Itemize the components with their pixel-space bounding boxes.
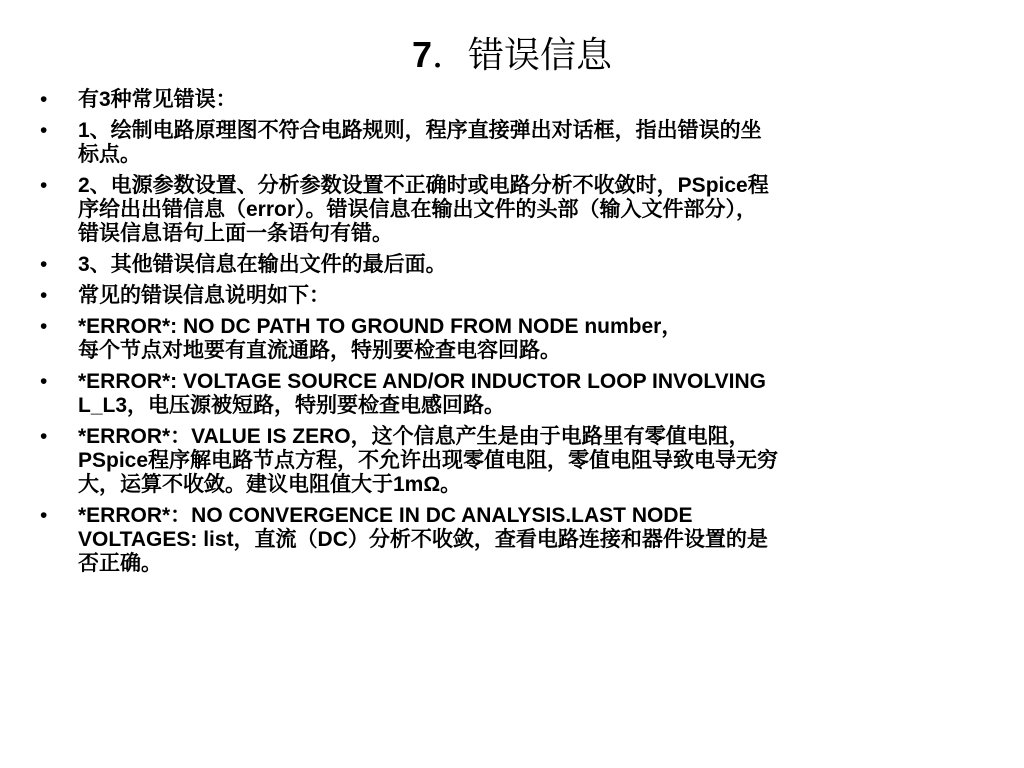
bullet-dot-icon: •	[40, 370, 48, 393]
bullet-item	[40, 88, 940, 112]
bullet-text	[78, 284, 940, 308]
bullet-line: VOLTAGES: list，直流（DC）分析不收敛，查看电路连接和器件设置的是	[78, 528, 768, 551]
bullet-item	[40, 504, 940, 576]
bullet-dot-icon: •	[40, 174, 48, 197]
bullet-item	[40, 315, 940, 363]
bullet-line: 1、绘制电路原理图不符合电路规则，程序直接弹出对话框，指出错误的坐	[78, 119, 762, 142]
bullet-text	[78, 315, 940, 363]
bullet-line: 2、电源参数设置、分析参数设置不正确时或电路分析不收敛时，PSpice程	[78, 174, 769, 197]
bullet-line: PSpice程序解电路节点方程，不允许出现零值电阻，零值电阻导致电导无穷	[78, 449, 779, 472]
bullet-list	[40, 88, 940, 583]
bullet-text	[78, 370, 940, 418]
bullet-text	[78, 253, 940, 277]
bullet-line: 3、其他错误信息在输出文件的最后面。	[78, 253, 447, 276]
bullet-item	[40, 425, 940, 497]
bullet-text	[78, 88, 940, 112]
bullet-line: 大，运算不收敛。建议电阻值大于1mΩ。	[78, 473, 462, 496]
bullet-dot-icon: •	[40, 504, 48, 527]
bullet-dot-icon: •	[40, 88, 48, 111]
bullet-text	[78, 174, 940, 246]
bullet-dot-icon: •	[40, 425, 48, 448]
bullet-line: 序给出出错信息（error）。错误信息在输出文件的头部（输入文件部分），	[78, 198, 758, 221]
slide-title-text: ．错误信息	[432, 34, 613, 75]
bullet-line: *ERROR*：VALUE IS ZERO，这个信息产生是由于电路里有零值电阻，	[78, 425, 750, 448]
bullet-line: 标点。	[78, 143, 141, 166]
bullet-line: 有3种常见错误：	[78, 88, 237, 111]
bullet-item	[40, 119, 940, 167]
bullet-dot-icon: •	[40, 119, 48, 142]
bullet-line: 否正确。	[78, 552, 162, 575]
bullet-line: *ERROR*: VOLTAGE SOURCE AND/OR INDUCTOR LOOP INVOLVING	[78, 370, 766, 393]
slide-title	[0, 30, 1024, 80]
bullet-line: 错误信息语句上面一条语句有错。	[78, 222, 393, 245]
bullet-dot-icon: •	[40, 315, 48, 338]
bullet-text	[78, 504, 940, 576]
bullet-item	[40, 370, 940, 418]
bullet-text	[78, 119, 940, 167]
bullet-item	[40, 253, 940, 277]
bullet-line: 常见的错误信息说明如下：	[78, 284, 330, 307]
bullet-dot-icon: •	[40, 253, 48, 276]
bullet-text	[78, 425, 940, 497]
bullet-dot-icon: •	[40, 284, 48, 307]
bullet-line: L_L3，电压源被短路，特别要检查电感回路。	[78, 394, 506, 417]
bullet-item	[40, 284, 940, 308]
slide-title-number: 7	[411, 34, 432, 75]
bullet-line: *ERROR*: NO DC PATH TO GROUND FROM NODE number，	[78, 315, 683, 338]
bullet-line: 每个节点对地要有直流通路，特别要检查电容回路。	[78, 339, 561, 362]
bullet-line: *ERROR*：NO CONVERGENCE IN DC ANALYSIS.LAST NODE	[78, 504, 693, 527]
bullet-item	[40, 174, 940, 246]
